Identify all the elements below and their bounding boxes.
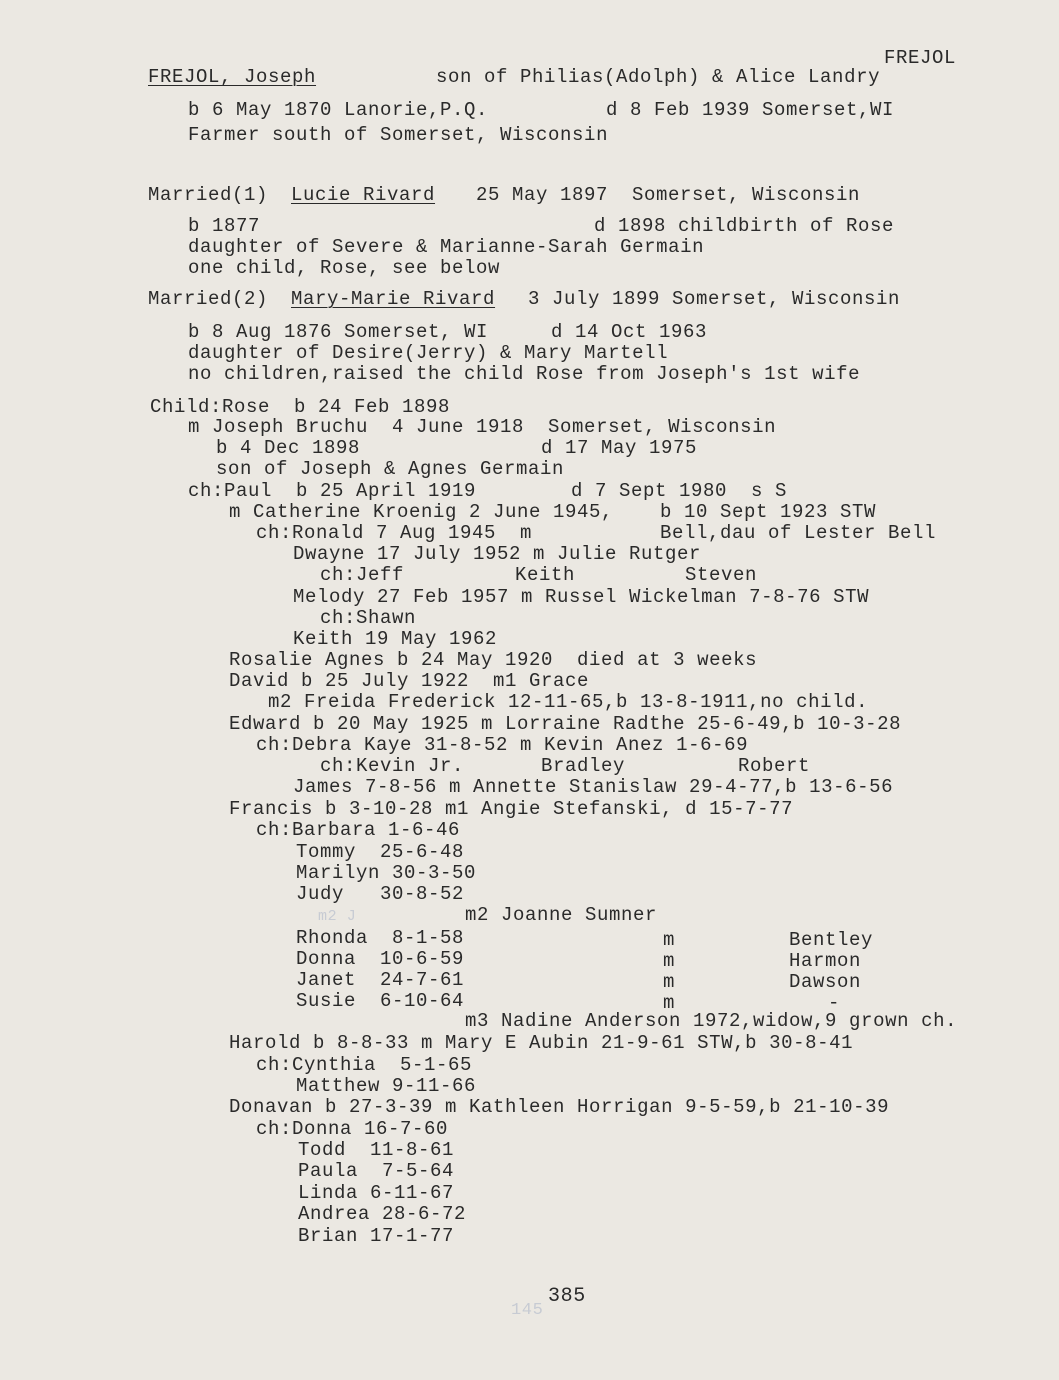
francis-child-marilyn: Marilyn 30-3-50 bbox=[296, 862, 477, 884]
rose-marriage: m Joseph Bruchu 4 June 1918 Somerset, Wisconsin bbox=[188, 416, 777, 438]
dwayne-child-keith: Keith bbox=[515, 564, 576, 586]
debra-child-bradley: Bradley bbox=[541, 755, 626, 777]
marriage2-death: d 14 Oct 1963 bbox=[551, 321, 708, 343]
page-number: 385 bbox=[548, 1285, 586, 1308]
marriage1-birth: b 1877 bbox=[188, 215, 261, 237]
child-harold: Harold b 8-8-33 m Mary E Aubin 21-9-61 STW,b 30-8-41 bbox=[229, 1032, 854, 1054]
rose-spouse-birth: b 4 Dec 1898 bbox=[216, 437, 361, 459]
rhonda-m: m bbox=[663, 929, 676, 951]
rhonda-spouse: Bentley bbox=[789, 929, 874, 951]
grandchild-keith: Keith 19 May 1962 bbox=[293, 628, 498, 650]
dwayne-child-steven: Steven bbox=[685, 564, 758, 586]
rose-spouse-parents: son of Joseph & Agnes Germain bbox=[216, 458, 565, 480]
marriage2-spouse: Mary-Marie Rivard bbox=[291, 288, 496, 310]
faint-pencil-mark: m2 J bbox=[318, 908, 357, 925]
child-donavan: Donavan b 27-3-39 m Kathleen Horrigan 9-5-59,b 21-10-39 bbox=[229, 1096, 890, 1118]
marriage1-spouse: Lucie Rivard bbox=[291, 184, 436, 206]
francis-child-susie: Susie 6-10-64 bbox=[296, 990, 465, 1012]
harold-child-cynthia: ch:Cynthia 5-1-65 bbox=[256, 1054, 473, 1076]
grandchild-james: James 7-8-56 m Annette Stanislaw 29-4-77,b 13-6-56 bbox=[293, 776, 894, 798]
grandchild-ronald: ch:Ronald 7 Aug 1945 m bbox=[256, 522, 533, 544]
marriage1-death: d 1898 childbirth of Rose bbox=[594, 215, 895, 237]
subject-death: d 8 Feb 1939 Somerset,WI bbox=[606, 99, 895, 121]
paul-death: d 7 Sept 1980 s S bbox=[571, 480, 788, 502]
susie-m: m bbox=[663, 992, 676, 1014]
paul-marriage: m Catherine Kroenig 2 June 1945, bbox=[229, 501, 614, 523]
david-marriage2: m2 Freida Frederick 12-11-65,b 13-8-1911,no child. bbox=[268, 691, 869, 713]
marriage1-parents: daughter of Severe & Marianne-Sarah Germain bbox=[188, 236, 705, 258]
donavan-child-todd: Todd 11-8-61 bbox=[298, 1139, 455, 1161]
subject-birth: b 6 May 1870 Lanorie,P.Q. bbox=[188, 99, 489, 121]
ronald-spouse: Bell,dau of Lester Bell bbox=[660, 522, 937, 544]
francis-child-tommy: Tommy 25-6-48 bbox=[296, 841, 465, 863]
subject-occupation: Farmer south of Somerset, Wisconsin bbox=[188, 124, 609, 146]
marriage1-details: 25 May 1897 Somerset, Wisconsin bbox=[476, 184, 861, 206]
donavan-child-paula: Paula 7-5-64 bbox=[298, 1160, 455, 1182]
susie-spouse: - bbox=[828, 992, 841, 1014]
grandchild-dwayne: Dwayne 17 July 1952 m Julie Rutger bbox=[293, 543, 702, 565]
janet-m: m bbox=[663, 971, 676, 993]
marriage2-parents: daughter of Desire(Jerry) & Mary Martell bbox=[188, 342, 669, 364]
donavan-child-brian: Brian 17-1-77 bbox=[298, 1225, 455, 1247]
child-rose: Child:Rose b 24 Feb 1898 bbox=[150, 396, 451, 418]
child-paul: ch:Paul b 25 April 1919 bbox=[188, 480, 477, 502]
child-david: David b 25 July 1922 m1 Grace bbox=[229, 670, 590, 692]
debra-child-kevin: ch:Kevin Jr. bbox=[320, 755, 465, 777]
donavan-child-andrea: Andrea 28-6-72 bbox=[298, 1203, 467, 1225]
melody-child-shawn: ch:Shawn bbox=[320, 607, 417, 629]
grandchild-debra: ch:Debra Kaye 31-8-52 m Kevin Anez 1-6-69 bbox=[256, 734, 749, 756]
child-edward: Edward b 20 May 1925 m Lorraine Radthe 25-6-49,b 10-3-28 bbox=[229, 713, 902, 735]
marriage1-prefix: Married(1) bbox=[148, 184, 269, 206]
harold-child-matthew: Matthew 9-11-66 bbox=[296, 1075, 477, 1097]
subject-parents: son of Philias(Adolph) & Alice Landry bbox=[436, 66, 881, 88]
child-francis: Francis b 3-10-28 m1 Angie Stefanski, d 15-7-77 bbox=[229, 798, 794, 820]
donavan-child-linda: Linda 6-11-67 bbox=[298, 1182, 455, 1204]
francis-marriage2: m2 Joanne Sumner bbox=[465, 904, 658, 926]
janet-spouse: Dawson bbox=[789, 971, 862, 993]
marriage1-note: one child, Rose, see below bbox=[188, 257, 501, 279]
marriage2-note: no children,raised the child Rose from Joseph's 1st wife bbox=[188, 363, 861, 385]
subject-name: FREJOL, Joseph bbox=[148, 66, 317, 88]
marriage2-birth: b 8 Aug 1876 Somerset, WI bbox=[188, 321, 489, 343]
donavan-child-donna: ch:Donna 16-7-60 bbox=[256, 1118, 449, 1140]
rose-spouse-death: d 17 May 1975 bbox=[541, 437, 698, 459]
faint-page-stamp: 145 bbox=[511, 1301, 544, 1320]
francis-child-janet: Janet 24-7-61 bbox=[296, 969, 465, 991]
grandchild-melody: Melody 27 Feb 1957 m Russel Wickelman 7-8-76 STW bbox=[293, 586, 870, 608]
paul-spouse-birth: b 10 Sept 1923 STW bbox=[660, 501, 877, 523]
francis-child-barbara: ch:Barbara 1-6-46 bbox=[256, 819, 461, 841]
marriage2-details: 3 July 1899 Somerset, Wisconsin bbox=[528, 288, 901, 310]
francis-child-rhonda: Rhonda 8-1-58 bbox=[296, 927, 465, 949]
francis-marriage3: m3 Nadine Anderson 1972,widow,9 grown ch. bbox=[465, 1010, 958, 1032]
corner-surname-label: FREJOL bbox=[884, 47, 957, 69]
debra-child-robert: Robert bbox=[738, 755, 811, 777]
francis-child-donna: Donna 10-6-59 bbox=[296, 948, 465, 970]
francis-child-judy: Judy 30-8-52 bbox=[296, 883, 465, 905]
child-rosalie: Rosalie Agnes b 24 May 1920 died at 3 weeks bbox=[229, 649, 758, 671]
donna-spouse: Harmon bbox=[789, 950, 862, 972]
dwayne-child-jeff: ch:Jeff bbox=[320, 564, 405, 586]
donna-m: m bbox=[663, 950, 676, 972]
marriage2-prefix: Married(2) bbox=[148, 288, 269, 310]
